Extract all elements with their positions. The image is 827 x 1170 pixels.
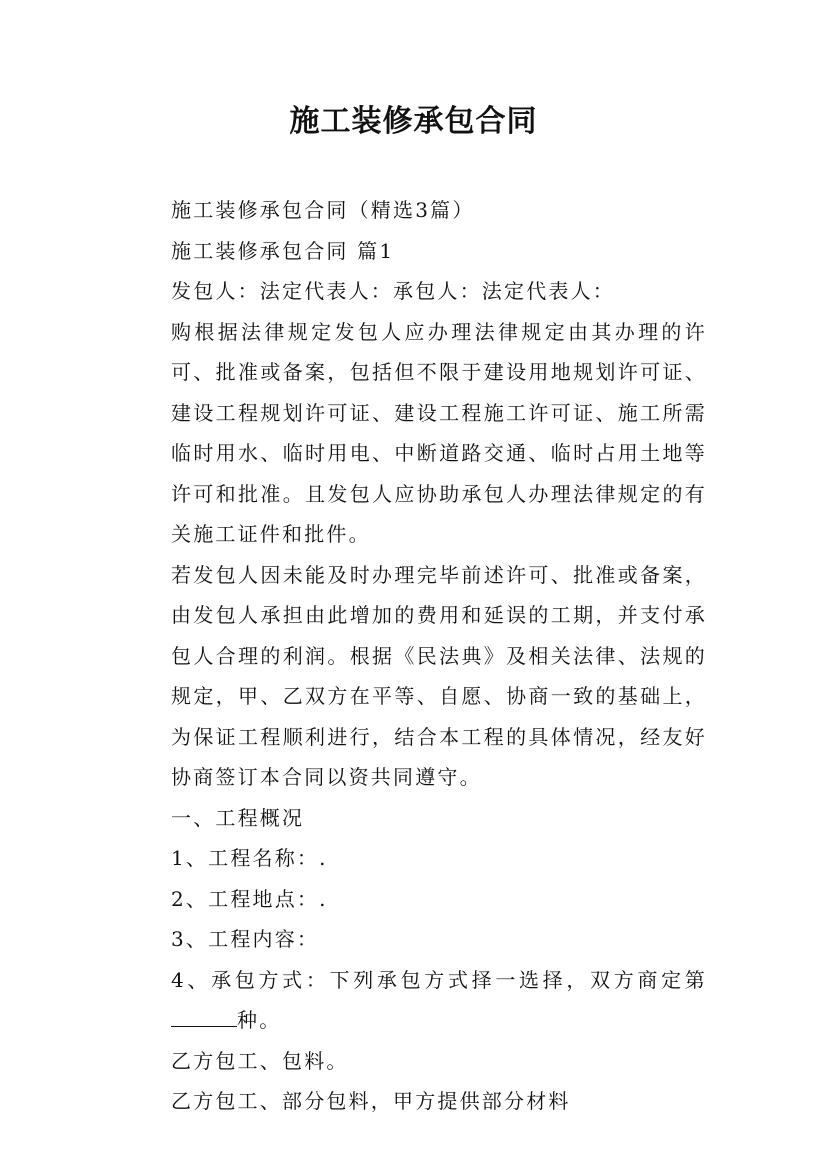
item-contract-method bbox=[127, 960, 707, 1041]
document-title: 施工装修承包合同 bbox=[289, 104, 538, 139]
item-contract-method-text: 4、承包方式：下列承包方式择一选择，双方商定第 bbox=[171, 967, 707, 992]
paragraph-permits: 购根据法律规定发包人应办理法律规定由其办理的许可、批准或备案，包括但不限于建设用地规划许可证、建设工程规划许可证、建设工程施工许可证、施工所需临时用水、临时用电、中断道路交通、临时占用土地等许可和批准。且发包人应协助承包人办理法律规定的有关施工证件和批件。 bbox=[171, 319, 707, 546]
item-contract-method-suffix: 种。 bbox=[237, 1008, 282, 1032]
option-full-package: 乙方包工、包料。 bbox=[171, 1048, 349, 1073]
subtitle-line: 施工装修承包合同（精选3篇） bbox=[171, 198, 475, 222]
option-partial-package: 乙方包工、部分包料，甲方提供部分材料 bbox=[171, 1089, 571, 1113]
parties-line: 发包人：法定代表人：承包人：法定代表人： bbox=[171, 279, 615, 303]
chapter-heading: 施工装修承包合同 篇1 bbox=[171, 238, 395, 263]
paragraph-liability: 若发包人因未能及时办理完毕前述许可、批准或备案，由发包人承担由此增加的费用和延误的工期，并支付承包人合理的利润。根据《民法典》及相关法律、法规的规定，甲、乙双方在平等、自愿、协商一致的基础上，为保证工程顺利进行，结合本工程的具体情况，经友好协商签订本合同以资共同遵守。 bbox=[171, 562, 707, 789]
item-project-content: 3、工程内容： bbox=[171, 927, 320, 951]
fill-in-blank bbox=[171, 1008, 237, 1027]
document-body bbox=[127, 190, 707, 1122]
item-project-location: 2、工程地点：. bbox=[171, 886, 328, 911]
item-project-name: 1、工程名称：. bbox=[171, 846, 328, 870]
section-heading-overview: 一、工程概况 bbox=[171, 805, 305, 830]
